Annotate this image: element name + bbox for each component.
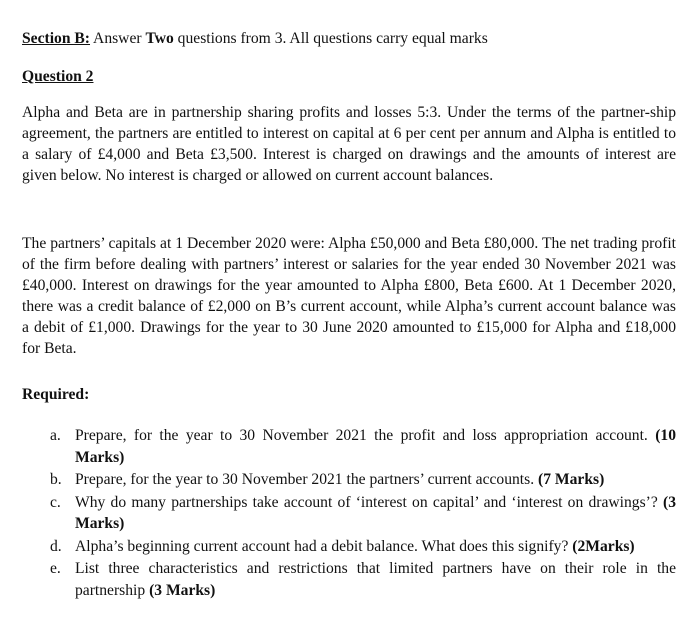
item-marks: (2Marks) xyxy=(572,537,635,555)
question-list xyxy=(50,425,676,602)
list-item-a xyxy=(50,425,676,468)
item-text: Prepare, for the year to 30 November 2021 the profit and loss appropriation account. xyxy=(75,427,656,444)
list-item-b xyxy=(50,469,676,491)
paragraph-2: The partners’ capitals at 1 December 2020 were: Alpha £50,000 and Beta £80,000. The net trading profit of the firm before dealing with partners’ interest or salaries for the year ended 30 November 2021 was £40,000. Interest on drawings for the year amounted to Alpha £800, Beta £600. At 1 December 2020, there was a credit balance of £2,000 on B’s current account, while Alpha’s current account balance was a debit of £1,000. Drawings for the year to 30 June 2020 amounted to £15,000 for Alpha and £18,000 for Beta. xyxy=(22,235,676,357)
list-item-c xyxy=(50,492,676,535)
item-marks: (3 Marks) xyxy=(75,493,676,532)
item-marks: (7 Marks) xyxy=(538,471,605,488)
heading-bold: Two xyxy=(145,30,174,47)
item-letter: a. xyxy=(50,427,61,444)
item-letter: e. xyxy=(50,560,61,577)
item-text: List three characteristics and restrictions that limited partners have on their role in the partnership xyxy=(75,560,676,599)
paragraph-1: Alpha and Beta are in partnership sharing profits and losses 5:3. Under the terms of the partner-ship agreement, the partners are entitled to interest on capital at 6 per cent per annum and Alpha is entitled to a salary of £4,000 and Beta £3,500. Interest is charged on drawings and the amounts of interest are given below. No interest is charged or allowed on current account balances. xyxy=(22,104,676,184)
section-label: Section B: xyxy=(22,30,91,47)
list-item-d xyxy=(50,536,676,558)
section-heading xyxy=(22,30,488,48)
item-text: Prepare, for the year to 30 November 2021 the partners’ current accounts. xyxy=(75,471,539,488)
question-title: Question 2 xyxy=(22,68,94,85)
heading-text-2: questions from 3. All questions carry equal marks xyxy=(173,30,488,47)
item-letter: b. xyxy=(50,471,62,488)
heading-text-1: Answer xyxy=(90,30,146,47)
item-marks: (10 Marks) xyxy=(75,427,676,466)
item-letter: c. xyxy=(50,493,61,511)
item-marks: (3 Marks) xyxy=(149,581,216,599)
item-letter: d. xyxy=(50,537,62,555)
list-item-e xyxy=(50,558,676,601)
required-label: Required: xyxy=(22,386,90,403)
item-text: Why do many partnerships take account of ‘interest on capital’ and ‘interest on drawings’? xyxy=(75,493,663,511)
item-text: Alpha’s beginning current account had a debit balance. What does this signify? xyxy=(75,537,573,555)
